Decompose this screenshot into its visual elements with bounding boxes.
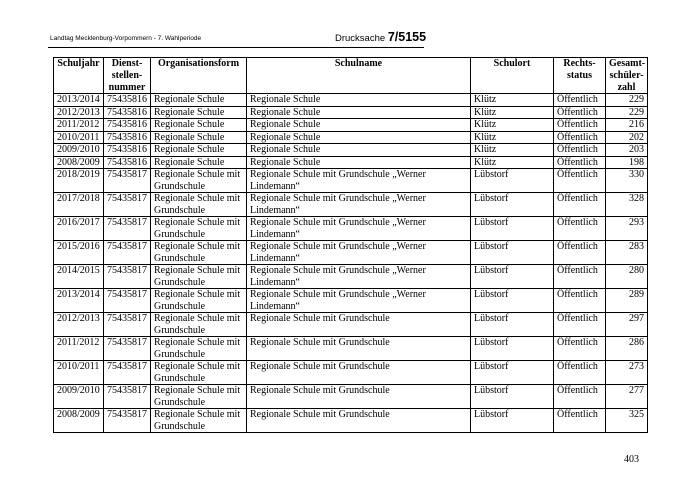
header-line: zahl xyxy=(617,81,636,93)
col-schulort-cell: Lübstorf xyxy=(471,409,554,433)
header-document-number xyxy=(335,30,426,44)
col-schulname-cell: Regionale Schule mit Grundschule xyxy=(247,385,471,409)
col-rechtsstatus-cell: Öffentlich xyxy=(554,169,606,193)
header-line: Gesamt- xyxy=(609,58,646,69)
col-organisationsform-cell: Regionale Schule mit Grundschule xyxy=(151,265,247,289)
col-schuljahr-cell: 2008/2009 xyxy=(54,409,104,433)
col-schulname-cell: Regionale Schule mit Grundschule „Werner Lindemann“ xyxy=(247,241,471,265)
table-row xyxy=(54,241,648,265)
col-gesamtschuelerzahl-header xyxy=(606,58,648,94)
col-schuljahr-cell: 2010/2011 xyxy=(54,131,104,144)
table-row xyxy=(54,94,648,107)
col-schuljahr-cell: 2015/2016 xyxy=(54,241,104,265)
col-rechtsstatus-cell: Öffentlich xyxy=(554,156,606,169)
table-row xyxy=(54,313,648,337)
col-schuljahr-cell: 2009/2010 xyxy=(54,144,104,157)
col-organisationsform-cell: Regionale Schule xyxy=(151,156,247,169)
col-gesamtschuelerzahl-cell: 229 xyxy=(606,106,648,119)
table-row xyxy=(54,131,648,144)
col-schuljahr-cell: 2008/2009 xyxy=(54,156,104,169)
table-row xyxy=(54,409,648,433)
col-organisationsform-cell: Regionale Schule xyxy=(151,106,247,119)
col-dienststellennummer-cell: 75435817 xyxy=(104,265,151,289)
table-body xyxy=(54,94,648,433)
col-organisationsform-cell: Regionale Schule mit Grundschule xyxy=(151,337,247,361)
col-schulort-cell: Lübstorf xyxy=(471,337,554,361)
header-parliament-label: Landtag Mecklenburg-Vorpommern - 7. Wahlperiode xyxy=(50,35,202,42)
col-organisationsform-cell: Regionale Schule mit Grundschule xyxy=(151,217,247,241)
col-gesamtschuelerzahl-cell: 203 xyxy=(606,144,648,157)
col-gesamtschuelerzahl-cell: 289 xyxy=(606,289,648,313)
header-line: status xyxy=(566,69,592,81)
col-dienststellennummer-cell: 75435816 xyxy=(104,106,151,119)
col-organisationsform-cell: Regionale Schule mit Grundschule xyxy=(151,409,247,433)
col-organisationsform-cell: Regionale Schule mit Grundschule xyxy=(151,241,247,265)
col-organisationsform-cell: Regionale Schule mit Grundschule xyxy=(151,313,247,337)
col-schulname-cell: Regionale Schule mit Grundschule „Werner Lindemann“ xyxy=(247,169,471,193)
col-schulname-header xyxy=(247,58,471,94)
doc-label: Drucksache xyxy=(335,33,386,44)
col-gesamtschuelerzahl-cell: 328 xyxy=(606,193,648,217)
table-row xyxy=(54,106,648,119)
col-organisationsform-cell: Regionale Schule mit Grundschule xyxy=(151,289,247,313)
col-rechtsstatus-cell: Öffentlich xyxy=(554,385,606,409)
col-gesamtschuelerzahl-cell: 280 xyxy=(606,265,648,289)
col-gesamtschuelerzahl-cell: 286 xyxy=(606,337,648,361)
col-gesamtschuelerzahl-cell: 229 xyxy=(606,94,648,107)
col-gesamtschuelerzahl-cell: 216 xyxy=(606,119,648,132)
table-row xyxy=(54,337,648,361)
col-schulort-cell: Klütz xyxy=(471,106,554,119)
school-table xyxy=(53,57,648,433)
col-schuljahr-cell: 2012/2013 xyxy=(54,106,104,119)
col-dienststellennummer-cell: 75435817 xyxy=(104,241,151,265)
col-rechtsstatus-cell: Öffentlich xyxy=(554,265,606,289)
col-rechtsstatus-cell: Öffentlich xyxy=(554,217,606,241)
table-row xyxy=(54,193,648,217)
table-header xyxy=(54,58,648,94)
header-line: Rechts- xyxy=(563,58,596,69)
col-dienststellennummer-cell: 75435817 xyxy=(104,313,151,337)
col-schulort-cell: Lübstorf xyxy=(471,193,554,217)
col-gesamtschuelerzahl-cell: 198 xyxy=(606,156,648,169)
col-schuljahr-cell: 2013/2014 xyxy=(54,289,104,313)
col-rechtsstatus-cell: Öffentlich xyxy=(554,144,606,157)
col-schulort-cell: Klütz xyxy=(471,119,554,132)
col-rechtsstatus-cell: Öffentlich xyxy=(554,241,606,265)
col-dienststellennummer-cell: 75435817 xyxy=(104,193,151,217)
col-dienststellennummer-cell: 75435816 xyxy=(104,119,151,132)
col-organisationsform-cell: Regionale Schule xyxy=(151,144,247,157)
col-gesamtschuelerzahl-cell: 293 xyxy=(606,217,648,241)
col-rechtsstatus-cell: Öffentlich xyxy=(554,313,606,337)
col-rechtsstatus-cell: Öffentlich xyxy=(554,337,606,361)
col-schulname-cell: Regionale Schule mit Grundschule „Werner Lindemann“ xyxy=(247,217,471,241)
col-dienststellennummer-cell: 75435817 xyxy=(104,385,151,409)
col-rechtsstatus-cell: Öffentlich xyxy=(554,289,606,313)
col-schuljahr-cell: 2011/2012 xyxy=(54,337,104,361)
col-schulort-cell: Klütz xyxy=(471,156,554,169)
col-gesamtschuelerzahl-cell: 277 xyxy=(606,385,648,409)
col-dienststellennummer-cell: 75435817 xyxy=(104,361,151,385)
col-dienststellennummer-cell: 75435816 xyxy=(104,156,151,169)
col-rechtsstatus-cell: Öffentlich xyxy=(554,193,606,217)
col-dienststellennummer-header xyxy=(104,58,151,94)
col-schulname-cell: Regionale Schule xyxy=(247,106,471,119)
col-schulname-cell: Regionale Schule mit Grundschule „Werner Lindemann“ xyxy=(247,289,471,313)
header-line: Organisationsform xyxy=(157,58,240,69)
col-schulname-cell: Regionale Schule xyxy=(247,131,471,144)
col-schulname-cell: Regionale Schule mit Grundschule „Werner Lindemann“ xyxy=(247,265,471,289)
col-dienststellennummer-cell: 75435817 xyxy=(104,289,151,313)
col-schulname-cell: Regionale Schule mit Grundschule xyxy=(247,313,471,337)
header-line: stellen- xyxy=(111,69,143,81)
col-schuljahr-cell: 2017/2018 xyxy=(54,193,104,217)
header-line: nummer xyxy=(108,81,146,93)
col-rechtsstatus-cell: Öffentlich xyxy=(554,119,606,132)
table-row xyxy=(54,156,648,169)
col-rechtsstatus-cell: Öffentlich xyxy=(554,106,606,119)
col-organisationsform-header xyxy=(151,58,247,94)
col-schulname-cell: Regionale Schule mit Grundschule xyxy=(247,337,471,361)
col-schulort-cell: Lübstorf xyxy=(471,169,554,193)
col-schuljahr-cell: 2018/2019 xyxy=(54,169,104,193)
col-rechtsstatus-cell: Öffentlich xyxy=(554,131,606,144)
col-organisationsform-cell: Regionale Schule mit Grundschule xyxy=(151,361,247,385)
col-schuljahr-cell: 2009/2010 xyxy=(54,385,104,409)
col-rechtsstatus-cell: Öffentlich xyxy=(554,409,606,433)
col-schulname-cell: Regionale Schule xyxy=(247,144,471,157)
col-rechtsstatus-cell: Öffentlich xyxy=(554,361,606,385)
col-gesamtschuelerzahl-cell: 202 xyxy=(606,131,648,144)
col-schulort-cell: Lübstorf xyxy=(471,361,554,385)
col-schulort-header xyxy=(471,58,554,94)
col-gesamtschuelerzahl-cell: 283 xyxy=(606,241,648,265)
col-organisationsform-cell: Regionale Schule mit Grundschule xyxy=(151,385,247,409)
col-schulname-cell: Regionale Schule xyxy=(247,119,471,132)
page-number: 403 xyxy=(624,454,639,465)
header-line: schüler- xyxy=(609,69,644,81)
col-schuljahr-cell: 2013/2014 xyxy=(54,94,104,107)
table-row xyxy=(54,289,648,313)
table-row xyxy=(54,217,648,241)
col-schuljahr-cell: 2011/2012 xyxy=(54,119,104,132)
col-schulort-cell: Lübstorf xyxy=(471,385,554,409)
col-organisationsform-cell: Regionale Schule xyxy=(151,131,247,144)
col-schulort-cell: Lübstorf xyxy=(471,217,554,241)
table-row xyxy=(54,169,648,193)
col-schulname-cell: Regionale Schule mit Grundschule „Werner Lindemann“ xyxy=(247,193,471,217)
col-schuljahr-cell: 2014/2015 xyxy=(54,265,104,289)
table-row xyxy=(54,265,648,289)
col-dienststellennummer-cell: 75435817 xyxy=(104,409,151,433)
col-schulort-cell: Lübstorf xyxy=(471,289,554,313)
col-gesamtschuelerzahl-cell: 325 xyxy=(606,409,648,433)
col-gesamtschuelerzahl-cell: 330 xyxy=(606,169,648,193)
table-row xyxy=(54,119,648,132)
table-row xyxy=(54,144,648,157)
col-rechtsstatus-header xyxy=(554,58,606,94)
header-line: Schulort xyxy=(493,58,531,69)
col-gesamtschuelerzahl-cell: 297 xyxy=(606,313,648,337)
col-schulname-cell: Regionale Schule xyxy=(247,156,471,169)
col-dienststellennummer-cell: 75435816 xyxy=(104,94,151,107)
col-dienststellennummer-cell: 75435817 xyxy=(104,337,151,361)
col-schulname-cell: Regionale Schule mit Grundschule xyxy=(247,409,471,433)
col-schulort-cell: Lübstorf xyxy=(471,265,554,289)
col-organisationsform-cell: Regionale Schule xyxy=(151,94,247,107)
table-row xyxy=(54,385,648,409)
header-line: Schuljahr xyxy=(57,58,100,69)
col-organisationsform-cell: Regionale Schule mit Grundschule xyxy=(151,193,247,217)
col-schulort-cell: Lübstorf xyxy=(471,313,554,337)
table-row xyxy=(54,361,648,385)
col-schuljahr-cell: 2012/2013 xyxy=(54,313,104,337)
header-rule xyxy=(48,47,424,48)
col-dienststellennummer-cell: 75435817 xyxy=(104,169,151,193)
col-schulname-cell: Regionale Schule xyxy=(247,94,471,107)
col-organisationsform-cell: Regionale Schule mit Grundschule xyxy=(151,169,247,193)
col-schulname-cell: Regionale Schule mit Grundschule xyxy=(247,361,471,385)
col-organisationsform-cell: Regionale Schule xyxy=(151,119,247,132)
col-dienststellennummer-cell: 75435816 xyxy=(104,144,151,157)
header-line: Schulname xyxy=(334,58,383,69)
col-schulort-cell: Klütz xyxy=(471,144,554,157)
col-schuljahr-cell: 2010/2011 xyxy=(54,361,104,385)
col-schulort-cell: Klütz xyxy=(471,94,554,107)
col-dienststellennummer-cell: 75435816 xyxy=(104,131,151,144)
header-row xyxy=(54,58,648,94)
col-schulort-cell: Lübstorf xyxy=(471,241,554,265)
col-dienststellennummer-cell: 75435817 xyxy=(104,217,151,241)
doc-number: 7/5155 xyxy=(387,30,427,44)
header-line: Dienst- xyxy=(111,58,143,69)
col-schuljahr-header xyxy=(54,58,104,94)
col-schuljahr-cell: 2016/2017 xyxy=(54,217,104,241)
col-gesamtschuelerzahl-cell: 273 xyxy=(606,361,648,385)
col-schulort-cell: Klütz xyxy=(471,131,554,144)
col-rechtsstatus-cell: Öffentlich xyxy=(554,94,606,107)
